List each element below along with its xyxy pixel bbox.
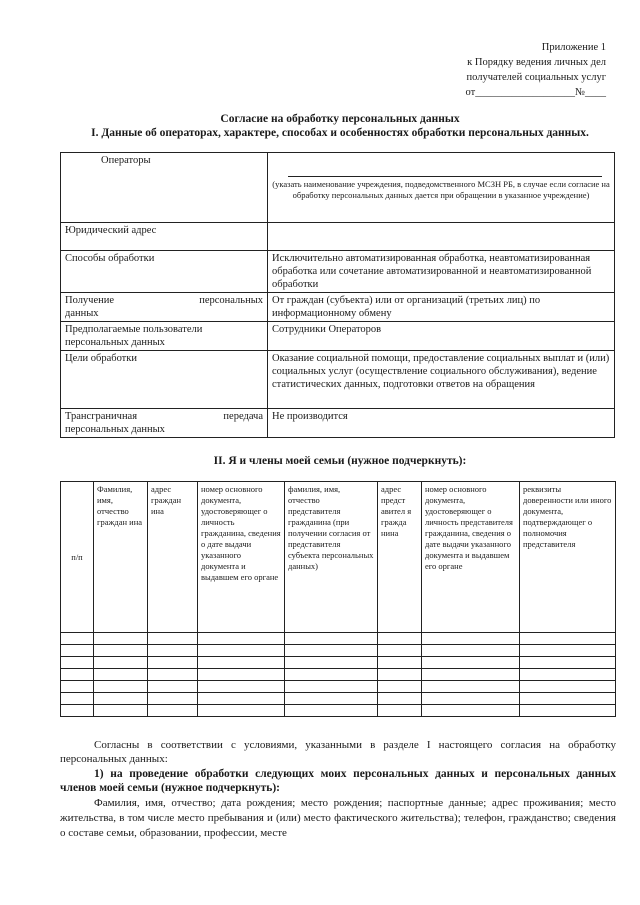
header-cell-power-of-attorney: реквизиты доверенности или иного документа, подтверждающег о полномочия представителя bbox=[520, 482, 616, 633]
table-row bbox=[61, 322, 615, 351]
family-table bbox=[60, 481, 616, 717]
consent-item-1-heading: 1) на проведение обработки следующих моих персональных данных и персональных данных членов моей семьи (нужное подчеркнуть): bbox=[60, 768, 616, 794]
purpose-label: Цели обработки bbox=[61, 351, 268, 409]
transfer-label-word-2: передача bbox=[223, 411, 263, 422]
operators-table bbox=[60, 152, 615, 438]
transfer-label-word-3: персональных данных bbox=[65, 424, 165, 435]
appendix-block bbox=[406, 40, 606, 100]
table-row bbox=[61, 681, 616, 693]
appendix-line-3: получателей социальных услуг bbox=[466, 72, 606, 83]
transfer-label-word-1: Трансграничная bbox=[65, 411, 138, 422]
appendix-line-2: к Порядку ведения личных дел bbox=[467, 57, 606, 68]
appendix-line-1: Приложение 1 bbox=[541, 42, 606, 53]
operators-cell[interactable] bbox=[268, 153, 615, 223]
transfer-value: Не производится bbox=[268, 409, 615, 438]
consent-paragraph: Согласны в соответствии с условиями, указанными в разделе I настоящего согласия на обработку персональных данных: bbox=[60, 739, 616, 765]
header-cell-representative-document: номер основного документа, удостоверяющег о личность представителя гражданина, сведения о дате выдачи указанного документа и выдавшем его органе bbox=[422, 482, 520, 633]
purpose-value: Оказание социальной помощи, предоставление социальных выплат и (или) социальных услуг (осуществление социального обслуживания), ведение статистических данных, подготовки ответов на обращения bbox=[268, 351, 615, 409]
operators-label: Операторы bbox=[61, 153, 268, 223]
table-row bbox=[61, 657, 616, 669]
table-row bbox=[61, 633, 616, 645]
family-table-header bbox=[61, 482, 616, 633]
document-title: Согласие на обработку персональных данных bbox=[220, 113, 460, 125]
header-cell-document: номер основного документа, удостоверяющег о личность гражданина, сведения о дате выдачи указанного документа и выдавшем его органе bbox=[198, 482, 285, 633]
table-row bbox=[61, 645, 616, 657]
methods-value: Исключительно автоматизированная обработка, неавтоматизированная обработка или сочетание автоматизированной и неавтоматизированной обработки bbox=[268, 251, 615, 293]
section-1-title: I. Данные об операторах, характере, способах и особенностях обработки персональных данных. bbox=[91, 127, 589, 139]
receipt-label bbox=[61, 293, 268, 322]
table-row bbox=[61, 251, 615, 293]
table-row bbox=[61, 293, 615, 322]
appendix-line-4: от___________________№____ bbox=[465, 87, 606, 98]
receipt-label-word-3: данных bbox=[65, 308, 99, 319]
operators-input-line bbox=[288, 176, 602, 177]
table-row bbox=[61, 705, 616, 717]
address-value[interactable] bbox=[268, 223, 615, 251]
receipt-value: От граждан (субъекта) или от организаций (третьих лиц) по информационному обмену bbox=[268, 293, 615, 322]
table-row bbox=[61, 669, 616, 681]
transfer-label bbox=[61, 409, 268, 438]
table-row bbox=[61, 153, 615, 223]
header-cell-representative-address: адрес предст авител я гражда нина bbox=[378, 482, 422, 633]
operators-note: (указать наименование учреждения, подведомственного МСЗН РБ, в случае если согласие на обработку персональных данных дается при обращении в указанное учреждение) bbox=[272, 179, 610, 200]
methods-label: Способы обработки bbox=[61, 251, 268, 293]
table-row bbox=[61, 223, 615, 251]
table-row bbox=[61, 409, 615, 438]
receipt-label-word-1: Получение bbox=[65, 295, 115, 306]
header-cell-address: адрес граждан ина bbox=[148, 482, 198, 633]
header-cell-representative-fio: фамилия, имя, отчество представителя гражданина (при получении согласия от представителя субъекта персональных данных) bbox=[285, 482, 378, 633]
table-row bbox=[61, 693, 616, 705]
users-value: Сотрудники Операторов bbox=[268, 322, 615, 351]
consent-item-1-text: Фамилия, имя, отчество; дата рождения; место рождения; паспортные данные; адрес проживания; место жительства, в том числе место пребывания и (или) место фактического жительства); телефон, гражданство; сведения о составе семьи, образовании, профессии, месте bbox=[60, 797, 616, 839]
receipt-label-word-2: персональных bbox=[199, 295, 263, 306]
header-cell-fio: Фамилия, имя, отчество граждан ина bbox=[94, 482, 148, 633]
users-label: Предполагаемые пользователи персональных данных bbox=[61, 322, 268, 351]
header-cell-number: п/п bbox=[61, 482, 94, 633]
table-row bbox=[61, 351, 615, 409]
address-label: Юридический адрес bbox=[61, 223, 268, 251]
section-2-title: II. Я и члены моей семьи (нужное подчеркнуть): bbox=[213, 455, 467, 467]
